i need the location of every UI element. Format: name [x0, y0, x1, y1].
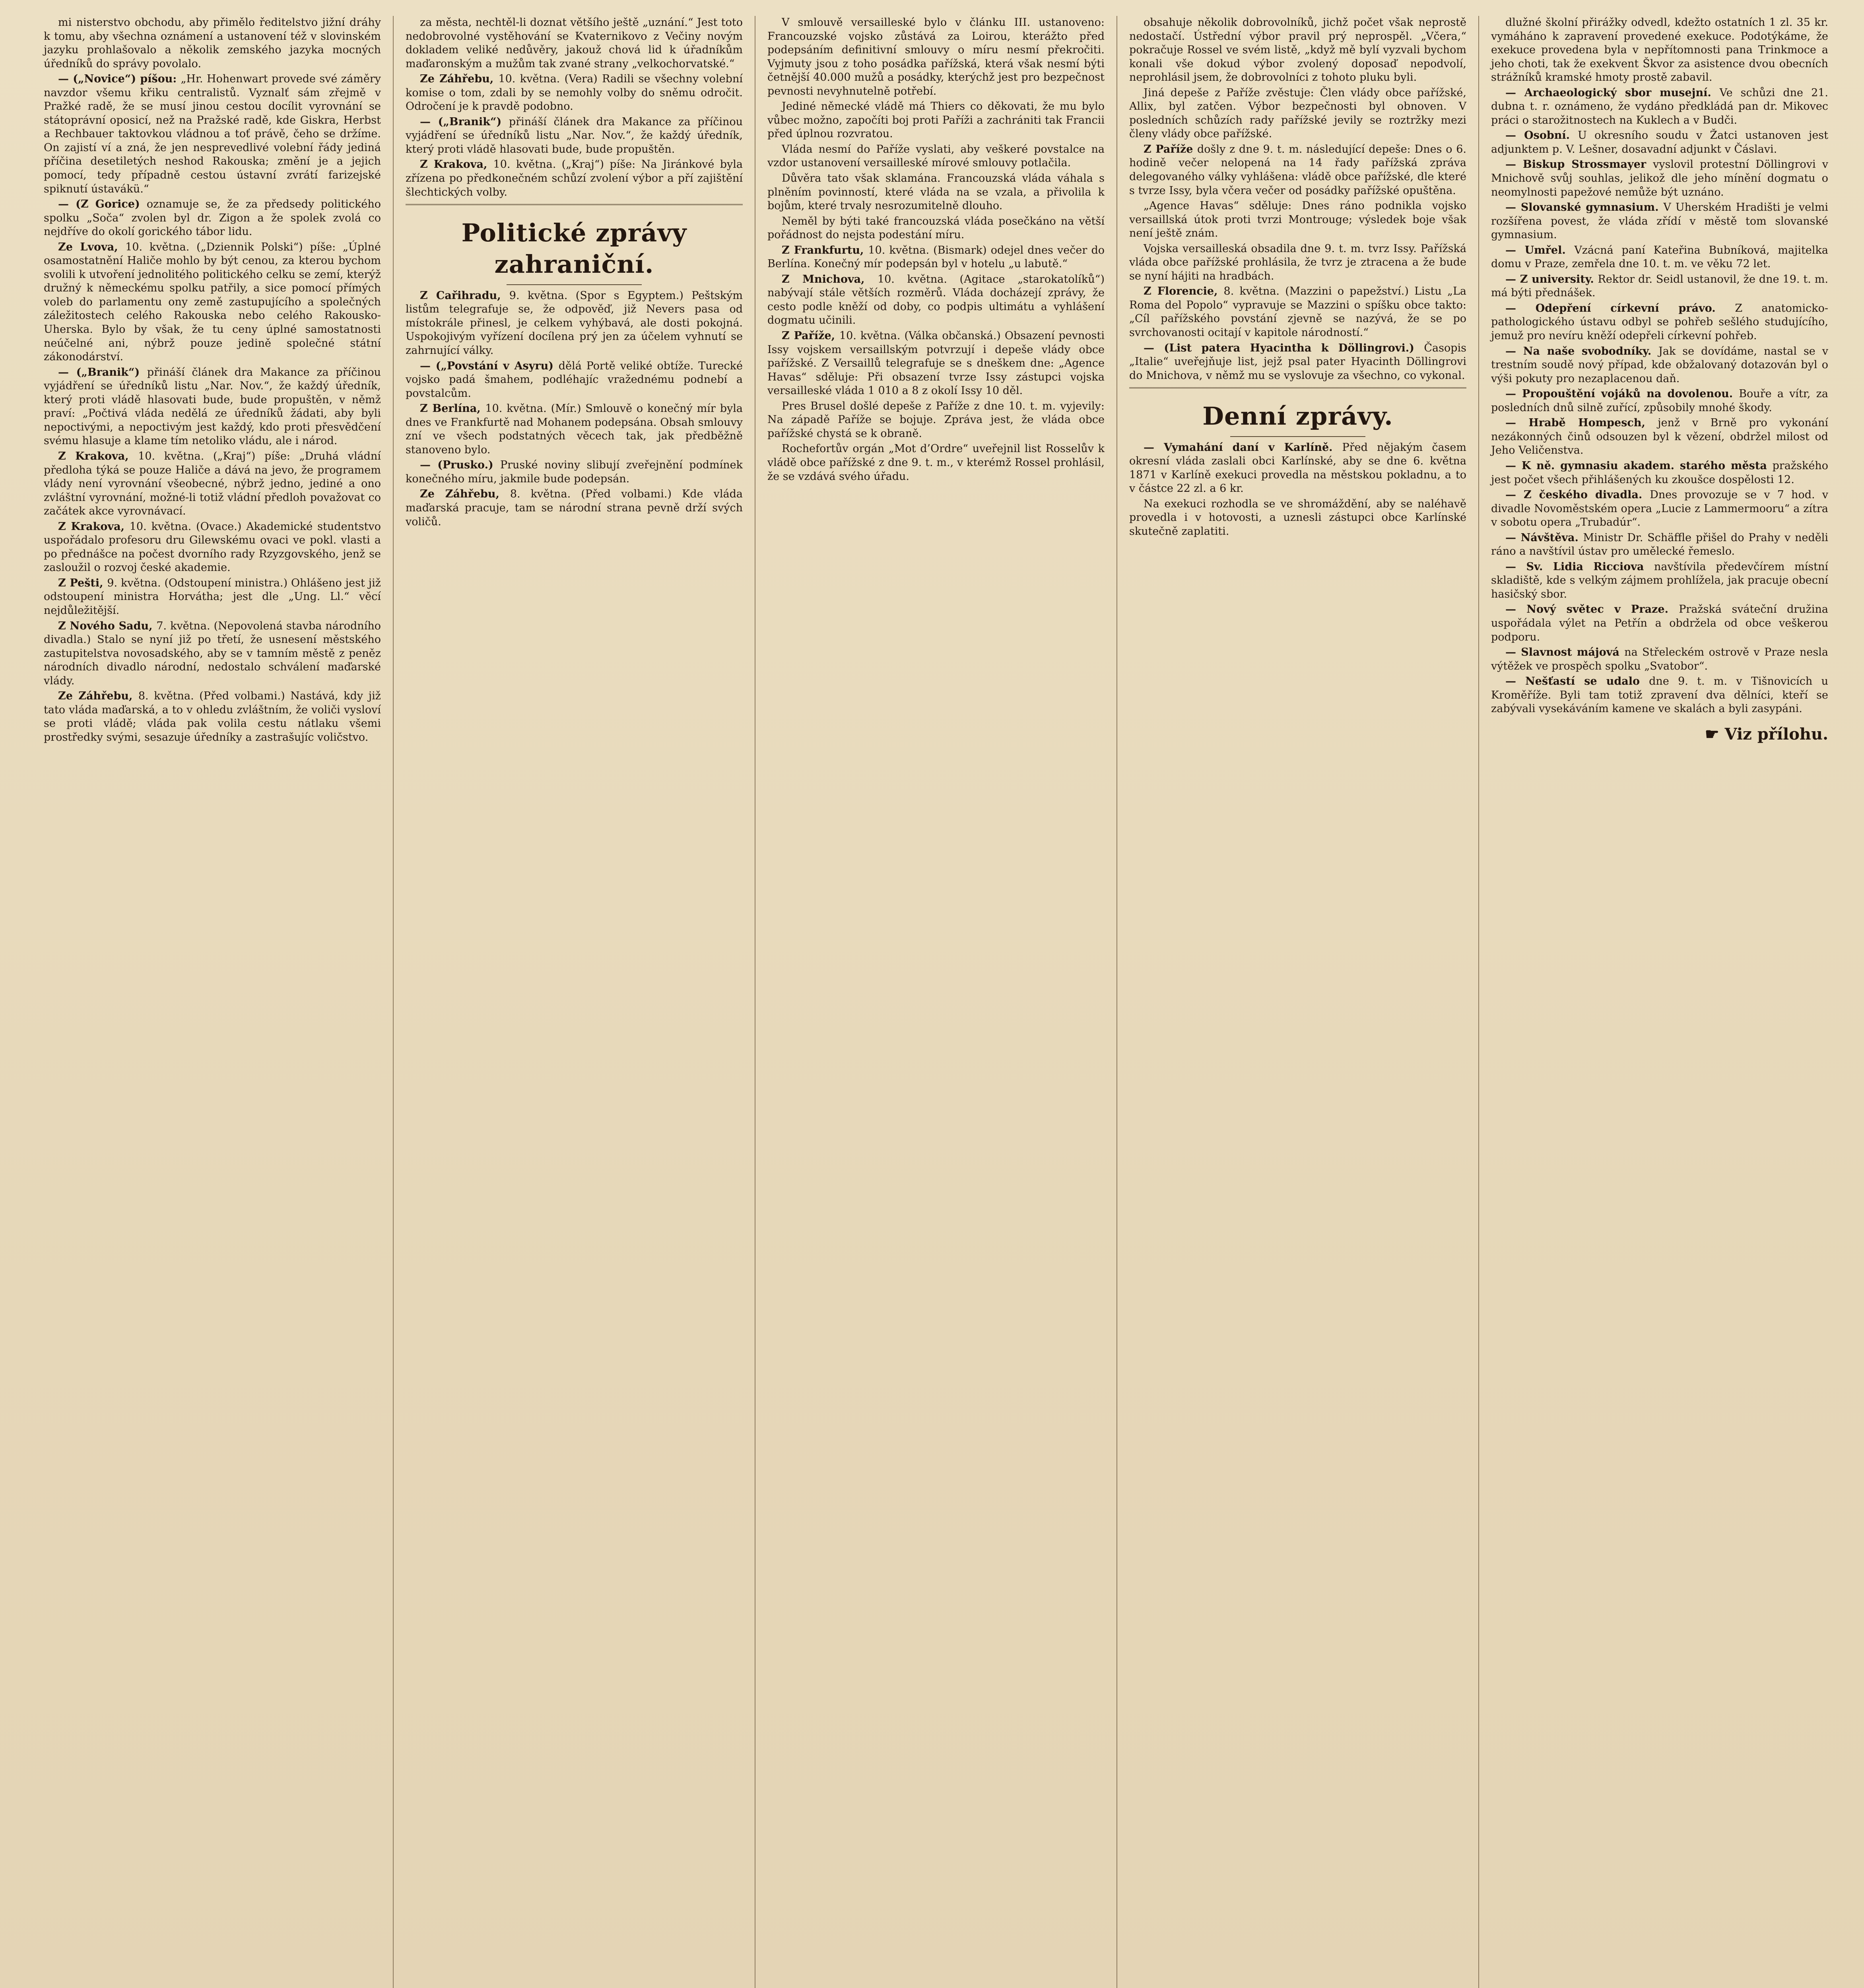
- article-paragraph: [406, 458, 743, 486]
- article-paragraph: [767, 400, 1105, 441]
- article-dateline: — K ně. gymnasiu akadem. starého města: [1505, 459, 1773, 472]
- article-paragraph: [1491, 244, 1828, 271]
- article-text: Bouře a vítr, za posledních dnů silně zuřící, způsobily mnohé škody.: [1491, 388, 1828, 414]
- article-paragraph: [44, 72, 381, 196]
- article-dateline: — („Povstání v Asyru): [420, 359, 559, 372]
- article-paragraph: [767, 172, 1105, 213]
- article-paragraph: [1491, 86, 1828, 128]
- article-text: V Uherském Hradišti je velmi rozšířena povest, že vláda zřídí v městě tom slovanské gymnasium.: [1491, 201, 1828, 241]
- section-rule: [1230, 436, 1365, 437]
- article-dateline: Z Florencie,: [1144, 285, 1224, 298]
- article-paragraph: [1491, 646, 1828, 673]
- column-4: [1117, 16, 1479, 1988]
- article-dateline: — Sv. Lidia Ricciova: [1505, 560, 1654, 573]
- article-dateline: Z Pešti,: [58, 577, 107, 589]
- article-text: mi nisterstvo obchodu, aby přimělo ředitelstvo jižní dráhy k tomu, aby všechna oznámení a ustanovení též v slovinském jazyku prohlašovalo a několik zemského jazyka mocných úředníků do správy povolalo.: [44, 16, 381, 70]
- article-paragraph: [1129, 16, 1466, 85]
- see-supplement-note: [1491, 724, 1828, 744]
- article-paragraph: [406, 402, 743, 457]
- article-paragraph: [1491, 201, 1828, 242]
- article-text: na Střeleckém ostrově v Praze nesla výtěžek ve prospěch spolku „Svatobor“.: [1491, 646, 1828, 672]
- article-dateline: — Návštěva.: [1505, 531, 1583, 544]
- article-dateline: — Osobní.: [1505, 129, 1578, 142]
- article-dateline: — Archaeologický sbor musejní.: [1505, 86, 1720, 99]
- article-dateline: Ze Záhřebu,: [420, 73, 499, 85]
- article-text: 8. května. (Mazzini o papežství.) Listu „La Roma del Popolo“ vypravuje se Mazzini o spíšku obce takto: „Cíl pařížského povstání zjevně se nazývá, že se po svrchovanosti ocitají v kapitole národností.“: [1129, 285, 1466, 339]
- article-dateline: — Slavnost májová: [1505, 646, 1625, 659]
- article-paragraph: [1129, 497, 1466, 539]
- article-paragraph: [1491, 488, 1828, 530]
- article-paragraph: [767, 329, 1105, 398]
- article-paragraph: [767, 442, 1105, 483]
- article-text: 10. května. (Ovace.) Akademické studentstvo uspořádalo profesoru dru Gilewskému ovaci ve pokl. vlasti a po přednášce na počest dvorního rady Rzyzgovského, jenž se zasloužil o rozvoj české akademie.: [44, 520, 381, 574]
- article-dateline: Z Krakova,: [420, 158, 493, 171]
- article-paragraph: [1129, 143, 1466, 198]
- article-dateline: — Umřel.: [1505, 244, 1575, 256]
- article-dateline: — (Prusko.): [420, 459, 500, 472]
- article-dateline: — (List patera Hyacintha k Döllingrovi.): [1144, 342, 1424, 354]
- article-text: 9. května. (Odstoupení ministra.) Ohlášeno jest již odstoupení ministra Horvátha; jest dle „Ung. Ll.“ věcí nejdůležitější.: [44, 577, 381, 617]
- article-text: oznamuje se, že za předsedy politického spolku „Soča“ zvolen byl dr. Zigon a že spolek zvolá co nejdříve do okolí gorického tábor lidu.: [44, 198, 381, 238]
- article-paragraph: [406, 158, 743, 199]
- article-dateline: — Hrabě Hompesch,: [1505, 417, 1658, 429]
- article-text: Pražská sváteční družina uspořádala výlet na Petřín a obdržela od obce veškerou podporu.: [1491, 603, 1829, 643]
- section-rule: [507, 284, 641, 285]
- article-text: 10. května. (Agitace „starokatolíků“) nabývají stále větších rozměrů. Vláda docházejí zprávy, že cesto podle kněží od doby, co podpis ultimátu a vyhlášení dogmatu učinili.: [767, 273, 1105, 327]
- article-text: Před nějakým časem okresní vláda zaslali obci Karlínské, aby se dne 6. května 1871 v Karlíně exekuci provedla na městskou pokladnu, a to v částce 22 zl. a 6 kr.: [1129, 441, 1466, 495]
- article-paragraph: [44, 520, 381, 575]
- article-text: 10. května. (Bismark) odejel dnes večer do Berlína. Konečný mír podepsán byl v hotelu „u labutě.“: [767, 244, 1105, 270]
- article-text: 10. května. („Kraj“) píše: „Druhá vládní předloha týká se pouze Haliče a dává na jevo, že programem vlády není vyrovnání všeobecné, nýbrž jedno, jediné a ono zvláštní vyrovnání, možné-li totiž vládní předloh považovat co začátek akce vyrovnávací.: [44, 450, 381, 518]
- article-paragraph: [1129, 242, 1466, 283]
- article-paragraph: [767, 215, 1105, 242]
- article-paragraph: [1129, 86, 1466, 141]
- article-dateline: — Na naše svobodníky.: [1505, 345, 1659, 357]
- see-supplement-label: Viz přílohu.: [1724, 724, 1828, 744]
- article-paragraph: [406, 359, 743, 401]
- article-text: Jiná depeše z Paříže zvěstuje: Člen vlády obce pařížské, Allix, byl zatčen. Výbor bezpečnosti byl obnoven. V posledních schůzích rady pařížské jevily se roztržky mezi členy vlády obce pařížské.: [1129, 86, 1466, 140]
- article-paragraph: [44, 366, 381, 448]
- article-text: přináší článek dra Makance za příčinou vyjádření se úředníků listu „Nar. Nov.“, že každý úředník, který proti vládě hlasovati bude, bude propuštěn.: [406, 115, 743, 155]
- article-paragraph: [1129, 199, 1466, 241]
- section-rule: [1129, 387, 1466, 388]
- article-dateline: — Propouštění vojáků na dovolenou.: [1505, 388, 1739, 400]
- article-text: obsahuje několik dobrovolníků, jichž počet však neprostě nedostačí. Ústřední výbor pravil prý neprospěl. „Včera,“ pokračuje Rossel ve svém listě, „když mě bylí vyzvali bychom konali vše dokud výbor zvolený doposaď nepodvolí, neprohlásil jsem, že dobrovolníci z tohoto pluku byli.: [1129, 16, 1466, 84]
- article-paragraph: [44, 619, 381, 688]
- article-text: 10. května. („Dziennik Polski“) píše: „Úplné osamostatnění Haliče mohlo by být cenou, za kterou bychom svolili k utvoření jednolitého politického celku se zemí, kterýž družný k německému spolku patřily, a sice pomocí přímých voleb do parlamentu ony země zastupujícího a společných záležitostech celého Rakouska nebo celého Rakousko-Uherska. Bylo by však, že tu ceny úplné samostatnosti neúčelné ani, nýbrž pouze jedině společné státní zákonodárství.: [44, 241, 381, 363]
- article-text: za města, nechtěl-li doznat většího ještě „uznání.“ Jest toto nedobrovolné vystěhování se Kvaternikovo z Večiny novým dokladem veliké nedůvěry, jakouž chová lid k úřadníkům maďaronským a mužům tak zvané strany „velkochorvatské.“: [406, 16, 743, 70]
- article-dateline: — („Branik“): [58, 366, 147, 379]
- article-paragraph: [1129, 285, 1466, 340]
- article-dateline: Z Nového Sadu,: [58, 619, 157, 632]
- article-paragraph: [767, 16, 1105, 98]
- article-dateline: Z Berlína,: [420, 402, 485, 415]
- article-paragraph: [406, 289, 743, 358]
- article-text: 10. května. (Vera) Radili se všechny volební komise o tom, zdali by se nemohly volby do sněmu odročit. Odročení je k pravdě podobno.: [406, 73, 743, 113]
- article-text: Vzácná paní Kateřina Bubníková, majitelka domu v Praze, zemřela dne 10. t. m. ve věku 72 let.: [1491, 244, 1828, 270]
- article-text: Vojska versailleská obsadila dne 9. t. m. tvrz Issy. Pařížská vláda obce pařížské prohlásila, že tvrz je ztracena a že bude se nyní hájiti na hradbách.: [1129, 242, 1466, 282]
- section-title-daily-news: Denní zprávy.: [1202, 402, 1393, 431]
- article-dateline: — Slovanské gymnasium.: [1505, 201, 1664, 214]
- article-paragraph: [44, 198, 381, 239]
- article-text: Pres Brusel došlé depeše z Paříže z dne 10. t. m. vyjevily: Na západě Paříže se bojuje. Zpráva jest, že vláda obce pařížské chystá se k obraně.: [767, 400, 1105, 440]
- article-dateline: — Biskup Strossmayer: [1505, 158, 1653, 171]
- section-title-foreign-politics: Politické zprávy zahraniční.: [461, 218, 687, 279]
- article-paragraph: [406, 115, 743, 157]
- article-text: Neměl by býti také francouzská vláda posečkáno na větší pořádnost do nejsta podestání míru.: [767, 215, 1105, 241]
- article-dateline: — Vymahání daní v Karlíně.: [1144, 441, 1342, 454]
- article-dateline: Z Paříže,: [782, 330, 839, 342]
- article-text: Pruské noviny slibují zveřejnění podmínek konečného míru, jakmile bude podepsán.: [406, 459, 743, 485]
- article-paragraph: [1491, 416, 1828, 458]
- article-paragraph: [767, 273, 1105, 328]
- article-text: jenž v Brně pro vykonání nezákonných činů odsouzen byl k vězení, obdržel milost od Jeho Veličenstva.: [1491, 417, 1828, 457]
- article-dateline: Z Krakova,: [58, 450, 138, 462]
- article-paragraph: [44, 577, 381, 618]
- article-text: 9. května. (Spor s Egyptem.) Peštským listům telegrafuje se, že odpověď, již Nevers pasa od místokrále přinesl, je celkem vyhýbavá, ale dosti pokojná. Uspokojivým vyřízení docílena prý jen za účelem vyhnutí se zahrnující války.: [406, 289, 743, 357]
- article-paragraph: [1491, 531, 1828, 559]
- article-text: 10. května. (Mír.) Smlouvě o konečný mír byla dnes ve Frankfurtě nad Mohanem podepsána. Obsah smlouvy zní ve všech podstatných věcech tak, jak předběžně stanoveno bylo.: [406, 402, 743, 456]
- article-dateline: — Odepření církevní právo.: [1505, 302, 1735, 315]
- article-text: 8. května. (Před volbami.) Nastává, kdy již tato vláda maďarská, a to v ohledu zvláštním, že voliči vysloví se proti vládě; vláda pak volila cestu nátlaku všemi prostředky svými, sesazuje úředníky a zastrašujíc voličstvo.: [44, 690, 381, 744]
- article-dateline: — Nešťastí se udalo: [1505, 675, 1649, 688]
- article-text: Ministr Dr. Schäffle přišel do Prahy v neděli ráno a navštívil ústav pro umělecké řemeslo.: [1491, 531, 1828, 558]
- article-dateline: Z Krakova,: [58, 520, 130, 533]
- article-text: „Agence Havas“ sděluje: Dnes ráno podnikla vojsko versaillská útok proti tvrzi Montrouge; výsledek boje však není ještě znám.: [1129, 200, 1466, 240]
- article-text: Z anatomicko-pathologického ústavu odbyl se pohřeb sešlého studujícího, jemuž pro nevíru kněží odepřeli církevní pohřeb.: [1491, 302, 1828, 342]
- article-dateline: Z Cařihradu,: [420, 289, 509, 302]
- article-text: „Hr. Hohenwart provede své záměry navzdor všemu křiku centralistů. Vyznalť sám zřejmě v Pražké radě, že se musí jinou cestou docílit vyrovnání se státoprávní oposicí, než na Pražské radě, kde Giskra, Herbst a Rechbauer taktovkou vládnou a toť právě, čeho se držíme. On zajistí ví a zná, že jen nesprevedlivé volební řády jediná příčina desetiletých neshod Rakouska; změní je a jejich pomocí, tedy případně cestou ústavní zvrátí farizejské spiknutí ústavákü.“: [44, 73, 381, 195]
- article-dateline: — („Novice“) píšou:: [58, 73, 181, 85]
- article-text: vyslovil protestní Döllingrovi v Mnichově svůj souhlas, jelikož dle jeho mínění dogmatu o neomylnosti papežové nemůže být uznáno.: [1491, 158, 1828, 198]
- article-paragraph: [1491, 459, 1828, 487]
- article-text: Jediné německé vládě má Thiers co děkovati, že mu bylo vůbec možno, započíti boj proti Paříži a zachrániti tak Francii před úplnou rozvratou.: [767, 100, 1105, 140]
- section-rule: [406, 204, 743, 205]
- article-text: Rochefortův orgán „Mot d’Ordre“ uveřejnil list Rosselův k vládě obce pařížské z dne 9. t. m., v kterémž Rossel prohlásil, že se vzdává svého úřadu.: [767, 443, 1105, 483]
- article-text: Dnes provozuje se v 7 hod. v divadle Novoměstském opera „Lucie z Lammermooru“ a zítra v sobotu opera „Trubadúr“.: [1491, 489, 1828, 529]
- article-text: dělá Portě veliké obtíže. Turecké vojsko padá šmahem, podléhajíc vražednému podnebí a povstalcům.: [406, 359, 743, 400]
- article-dateline: — (Z Gorice): [58, 198, 147, 211]
- article-paragraph: [767, 143, 1105, 170]
- article-paragraph: [1129, 441, 1466, 496]
- article-paragraph: [44, 450, 381, 518]
- article-text: 10. května. („Kraj“) píše: Na Jiránkové byla zřízena po předkonečném schůzí zvolení výbor a pří zajištění šlechtických volby.: [406, 158, 743, 198]
- article-paragraph: [767, 244, 1105, 271]
- pointing-hand-icon: ☛: [1705, 724, 1725, 744]
- article-dateline: — („Branik“): [420, 115, 509, 128]
- article-paragraph: [1491, 560, 1828, 602]
- column-2: [394, 16, 755, 1988]
- article-dateline: Z Paříže: [1144, 143, 1197, 155]
- article-paragraph: [1491, 129, 1828, 156]
- article-text: došly z dne 9. t. m. následující depeše: Dnes o 6. hodině večer nelopená na 14 řady pařížská zpráva delegovaného války vyhlášena: vládě obce pařížské, dle které s tvrze Issy, byla včera večer od posádky pařížské opuštěna.: [1129, 143, 1466, 197]
- column-5: [1479, 16, 1840, 1988]
- article-paragraph: [767, 100, 1105, 141]
- article-paragraph: [1491, 345, 1828, 386]
- article-text: Na exekuci rozhodla se ve shromáždění, aby se naléhavě provedla i v hotovosti, a uznesli zástupci obce Karlínské skutečně zaplatiti.: [1129, 497, 1466, 538]
- article-dateline: — Nový světec v Praze.: [1505, 603, 1679, 616]
- article-dateline: — Z českého divadla.: [1505, 489, 1650, 501]
- article-text: navštívila předevčírem místní skladiště, kde s velkým zájmem prohlížela, jak pracuje obecní hasičský sbor.: [1491, 560, 1829, 600]
- article-dateline: Ze Lvova,: [58, 241, 126, 253]
- article-text: Jak se dovídáme, nastal se v trestním soudě nový případ, kde obžalovaný dotazován byl o výši pokuty pro nezaplacenou daň.: [1491, 345, 1828, 385]
- article-text: Rektor dr. Seidl ustanovil, že dne 19. t. m. má býti přednášek.: [1491, 273, 1828, 299]
- article-dateline: Ze Záhřebu,: [58, 690, 138, 703]
- article-text: Důvěra tato však sklamána. Francouzská vláda váhala s plněním povinností, které vláda na se vzala, a přivolila k bojům, které trvaly nesrozumitelně dlouho.: [767, 172, 1105, 212]
- article-paragraph: [44, 689, 381, 744]
- article-text: 8. května. (Před volbami.) Kde vláda maďarská pracuje, tam se národní strana pevně drží svých voličů.: [406, 488, 743, 528]
- article-text: přináší článek dra Makance za příčinou vyjádření se úředníků listu „Nar. Nov.“, že každý úředník, který proti vládě hlasovati bude, bude propuštěn, v němž praví: „Počtivá vláda nedělá ze úředníků žádati, aby byli nepoctivými, a nepoctivým jest každý, kdo proti přesvědčení svému hlasuje a klame tím netoliko vládu, ale i národ.: [44, 366, 381, 447]
- article-text: dne 9. t. m. v Tišnovicích u Kroměříže. Byli tam totiž zpravení dva dělníci, kteří se zabývali vysekáváním kamene ve skalách a byli zasypáni.: [1491, 675, 1829, 715]
- article-paragraph: [1491, 273, 1828, 300]
- column-1: [32, 16, 394, 1988]
- column-3: [755, 16, 1117, 1988]
- article-paragraph: [1491, 302, 1828, 343]
- article-text: 10. května. (Válka občanská.) Obsazení pevnosti Issy vojskem versaillským potvrzují i depeše vlády obce pařížské. Z Versaillů telegrafuje se s dneškem dne: „Agence Havas“ sděluje: Při obsazení tvrze Issy zástupci vojska versailleské vláda 1 010 a 8 z okolí Issy 10 děl.: [767, 330, 1105, 397]
- article-paragraph: [406, 72, 743, 114]
- article-text: Časopis „Italie“ uveřejňuje list, jejž psal pater Hyacinth Döllingrovi do Mnichova, v němž mu se vyslovuje za všechno, co vykonal.: [1129, 342, 1466, 382]
- article-dateline: Z Mnichova,: [782, 273, 878, 285]
- article-text: 7. května. (Nepovolená stavba národního divadla.) Stalo se nyní již po třetí, že usnesení městského zastupitelstva novosadského, aby se v tamním městě z peněz národních divadlo národní, nedostalo schválení maďarské vlády.: [44, 619, 381, 687]
- article-paragraph: [406, 16, 743, 71]
- article-text: U okresního soudu v Žatci ustanoven jest adjunktem p. V. Lešner, dosavadní adjunkt v Čáslavi.: [1491, 129, 1828, 155]
- article-text: Vláda nesmí do Paříže vyslati, aby veškeré povstalce na vzdor ustanovení versailleské mírové smlouvy potlačila.: [767, 143, 1105, 169]
- article-paragraph: [44, 16, 381, 71]
- article-dateline: Ze Záhřebu,: [420, 488, 510, 501]
- article-dateline: — Z university.: [1505, 273, 1598, 285]
- article-dateline: Z Frankfurtu,: [782, 244, 868, 256]
- article-text: pražského jest počet všech přihlášených ku zkoušce dospělosti 12.: [1491, 459, 1828, 486]
- article-text: dlužné školní přirážky odvedl, kdežto ostatních 1 zl. 35 kr. vymáháno k zapravení provedené exekuce. Podotýkáme, že exekuce provedena byla v nepřítomnosti pana Trinkmoce a jeho choti, tak že exekvent Škvor za asistence dvou obecních strážníků kramské hmoty prostě zabavil.: [1491, 16, 1828, 84]
- article-paragraph: [1491, 16, 1828, 85]
- article-paragraph: [44, 241, 381, 364]
- article-paragraph: [1129, 342, 1466, 383]
- article-paragraph: [1491, 675, 1828, 716]
- article-text: Ve schůzi dne 21. dubna t. r. oznámeno, že vydáno předkládá pan dr. Mikovec práci o starožitnostech na Kuklech a v Budči.: [1491, 86, 1829, 126]
- article-paragraph: [406, 487, 743, 529]
- article-paragraph: [1491, 158, 1828, 199]
- column-container: [32, 16, 1840, 1988]
- article-paragraph: [1491, 387, 1828, 415]
- article-text: V smlouvě versailleské bylo v článku III. ustanoveno: Francouzské vojsko zůstává za Loirou, kterážto před podepsáním definitivní smlouvy o míru nesmí překročiti. Vyjmuty jsou z toho posádka pařížská, která však nesmí býti četnější 40.000 mužů a posádky, kterýchž jest pro bezpečnost pevnosti nevyhnutelně potřebí.: [767, 16, 1105, 97]
- article-paragraph: [1491, 603, 1828, 644]
